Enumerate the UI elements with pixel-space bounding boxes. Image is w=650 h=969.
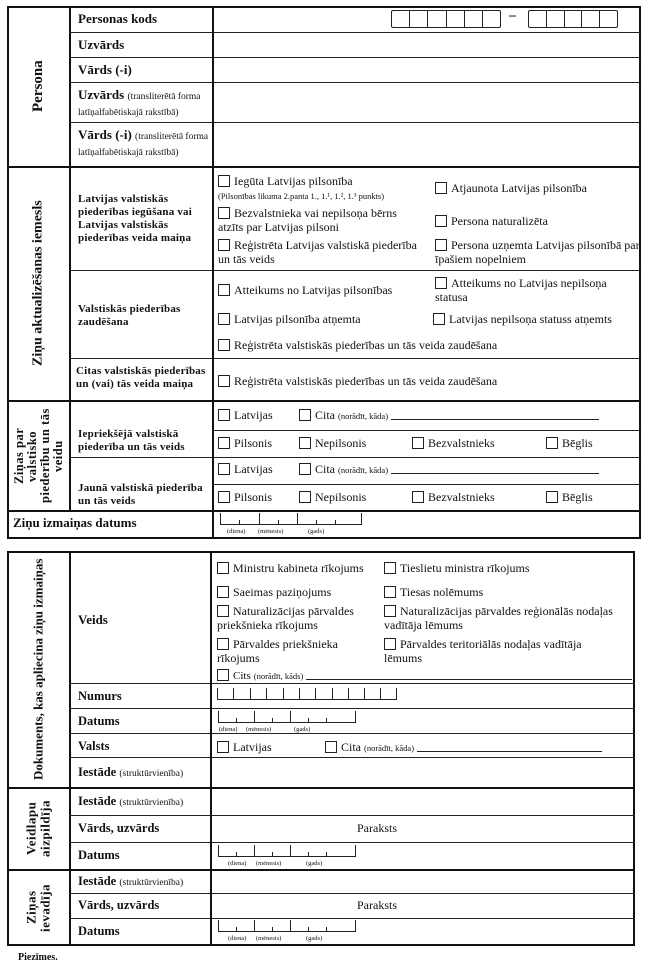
checkbox[interactable] bbox=[217, 741, 229, 753]
section-label-filled-by: Veidlapu aizpildīja bbox=[23, 799, 53, 857]
checkbox[interactable] bbox=[433, 313, 445, 325]
valsts-latvijas[interactable]: Latvijas bbox=[217, 740, 272, 754]
checkbox[interactable] bbox=[435, 182, 447, 194]
datums-label: Datums bbox=[78, 714, 120, 728]
divider bbox=[69, 842, 635, 843]
checkbox[interactable] bbox=[435, 239, 447, 251]
checkbox[interactable] bbox=[217, 638, 229, 650]
personas-kods-part2-input[interactable] bbox=[528, 10, 618, 28]
notes-label: Piezīmes. bbox=[18, 952, 58, 963]
previous-status-beglis[interactable]: Bēglis bbox=[546, 436, 593, 450]
divider bbox=[69, 918, 635, 919]
other-change-label: Citas valstiskās piederības un (vai) tās veida maiņa bbox=[76, 365, 206, 390]
divider bbox=[69, 733, 635, 734]
vards-translit-label bbox=[78, 128, 210, 160]
uzvards-translit-label bbox=[78, 88, 210, 120]
option-saeimas-pazinojums[interactable]: Saeimas paziņojums bbox=[217, 585, 331, 599]
divider bbox=[69, 358, 641, 359]
checkbox[interactable] bbox=[218, 491, 230, 503]
new-citizenship-label: Jaunā valstiskā piederība un tās veids bbox=[78, 482, 203, 507]
checkbox[interactable] bbox=[218, 463, 230, 475]
uzvards-translit-input[interactable] bbox=[214, 83, 639, 121]
checkbox[interactable] bbox=[218, 313, 230, 325]
entered-by-iestade-input[interactable] bbox=[212, 870, 633, 892]
uzvards-translit-title: Uzvārds bbox=[78, 87, 125, 102]
filled-by-signature-field[interactable]: Paraksts bbox=[357, 821, 397, 835]
section-label-citizenship-info: Ziņas par valstisko piederību un tās veidu bbox=[12, 408, 65, 504]
divider bbox=[212, 430, 641, 431]
option-other-registreta-zaudesana[interactable]: Reģistrēta valstiskās piederības un tās veida zaudēšana bbox=[218, 374, 497, 388]
option-parvaldes-prieksnieka-rikojums[interactable]: Pārvaldes priekšnieka rīkojums bbox=[217, 637, 338, 665]
cits-other-input[interactable] bbox=[306, 669, 632, 680]
checkbox[interactable] bbox=[325, 741, 337, 753]
new-country-other-input[interactable] bbox=[391, 463, 599, 474]
checkbox[interactable] bbox=[299, 409, 311, 421]
checkbox[interactable] bbox=[299, 463, 311, 475]
section-divider bbox=[7, 510, 641, 512]
valsts-other-input[interactable] bbox=[417, 741, 602, 752]
option-iegut-pilsoniba[interactable]: Iegūta Latvijas pilsonība (Pilsonības likuma 2.panta 1., 1.¹, 1.², 1.³ punkts) bbox=[218, 174, 385, 201]
option-atteikums-nepilsona[interactable]: Atteikums no Latvijas nepilsoņa statusa bbox=[435, 276, 607, 304]
previous-citizenship-label: Iepriekšējā valstiskā piederība un tās veids bbox=[78, 428, 185, 453]
checkbox[interactable] bbox=[384, 605, 396, 617]
option-atteikums-pilsonibas[interactable]: Atteikums no Latvijas pilsonības bbox=[218, 283, 392, 297]
divider bbox=[69, 893, 635, 894]
new-status-pilsonis[interactable]: Pilsonis bbox=[218, 490, 272, 504]
previous-country-other-input[interactable] bbox=[391, 409, 599, 420]
personas-kods-part1-input[interactable] bbox=[391, 10, 501, 28]
section-divider bbox=[7, 400, 641, 402]
option-registreta-piederiba[interactable]: Reģistrēta Latvijas valstiskā piederība un tās veids bbox=[218, 238, 417, 266]
filled-by-iestade-label: Iestāde (struktūrvienība) bbox=[78, 794, 184, 808]
document-iestade-input[interactable] bbox=[212, 758, 633, 786]
section-label-persona: Persona bbox=[30, 60, 46, 112]
checkbox[interactable] bbox=[384, 638, 396, 650]
personas-kods-label: Personas kods bbox=[78, 11, 158, 26]
checkbox[interactable] bbox=[218, 437, 230, 449]
document-iestade-label: Iestāde (struktūrvienība) bbox=[78, 765, 184, 779]
previous-status-bezvalstnieks[interactable]: Bezvalstnieks bbox=[412, 436, 495, 450]
filled-by-datums-label: Datums bbox=[78, 848, 120, 862]
checkbox[interactable] bbox=[217, 605, 229, 617]
filled-by-iestade-input[interactable] bbox=[212, 788, 633, 814]
entered-by-iestade-label: Iestāde (struktūrvienība) bbox=[78, 874, 184, 888]
divider bbox=[69, 815, 635, 816]
option-persona-naturalizeta[interactable]: Persona naturalizēta bbox=[435, 214, 548, 228]
section-divider bbox=[7, 166, 641, 168]
checkbox[interactable] bbox=[412, 491, 424, 503]
divider bbox=[69, 457, 641, 458]
vards-input[interactable] bbox=[214, 58, 639, 82]
new-status-bezvalstnieks[interactable]: Bezvalstnieks bbox=[412, 490, 495, 504]
loss-label: Valstiskās piederības zaudēšana bbox=[78, 303, 181, 328]
option-parvaldes-teritorialas-lemums[interactable]: Pārvaldes teritoriālās nodaļas vadītāja lēmums bbox=[384, 637, 582, 665]
change-date-label: Ziņu izmaiņas datums bbox=[13, 515, 137, 530]
option-tiesas-nolemums[interactable]: Tiesas nolēmums bbox=[384, 585, 483, 599]
uzvards-label: Uzvārds bbox=[78, 37, 125, 52]
entered-by-date-input[interactable]: (diena) (mēnesis) (gads) bbox=[218, 920, 358, 942]
checkbox[interactable] bbox=[218, 375, 230, 387]
checkbox[interactable] bbox=[384, 586, 396, 598]
vards-translit-input[interactable] bbox=[214, 123, 639, 165]
option-ipasi-nopelni[interactable]: Persona uzņemta Latvijas pilsonībā par īpašiem nopelniem bbox=[435, 238, 640, 266]
checkbox[interactable] bbox=[218, 339, 230, 351]
vards-translit-note: (transliterētā forma latīņalfabētiskajā rakstībā) bbox=[78, 132, 209, 158]
uzvards-translit-note: (transliterētā forma latīņalfabētiskajā rakstībā) bbox=[78, 92, 201, 118]
veids-label: Veids bbox=[78, 612, 108, 627]
new-country-latvijas[interactable]: Latvijas bbox=[218, 462, 273, 476]
option-naturalizacijas-prieksnieka-rikojums[interactable]: Naturalizācijas pārvaldes priekšnieka rīkojums bbox=[217, 604, 354, 632]
divider bbox=[69, 270, 641, 271]
vards-label: Vārds (-i) bbox=[78, 62, 132, 77]
entered-by-signature-field[interactable]: Paraksts bbox=[357, 898, 397, 912]
divider bbox=[69, 708, 635, 709]
checkbox[interactable] bbox=[299, 491, 311, 503]
valsts-label: Valsts bbox=[78, 739, 110, 753]
checkbox[interactable] bbox=[546, 491, 558, 503]
option-registreta-zaudesana[interactable]: Reģistrēta valstiskās piederības un tās veida zaudēšana bbox=[218, 338, 497, 352]
checkbox[interactable] bbox=[218, 409, 230, 421]
checkbox[interactable] bbox=[435, 215, 447, 227]
previous-status-nepilsonis[interactable]: Nepilsonis bbox=[299, 436, 366, 450]
acquisition-label: Latvijas valstiskās piederības iegūšana vai Latvijas valstiskās piederības veida maiņa bbox=[78, 193, 193, 244]
option-ministru-kabineta-rikojums[interactable]: Ministru kabineta rīkojums bbox=[217, 561, 364, 575]
numurs-input[interactable] bbox=[217, 686, 399, 704]
entered-by-vards-label: Vārds, uzvārds bbox=[78, 898, 160, 912]
new-status-nepilsonis[interactable]: Nepilsonis bbox=[299, 490, 366, 504]
checkbox[interactable] bbox=[299, 437, 311, 449]
checkbox[interactable] bbox=[412, 437, 424, 449]
new-status-beglis[interactable]: Bēglis bbox=[546, 490, 593, 504]
checkbox[interactable] bbox=[546, 437, 558, 449]
checkbox[interactable] bbox=[217, 669, 229, 681]
entered-by-datums-label: Datums bbox=[78, 924, 120, 938]
section-label-document: Dokuments, kas apliecina ziņu izmaiņas bbox=[30, 558, 46, 780]
option-note: (Pilsonības likuma 2.panta 1., 1.¹, 1.², 1.³ punkts) bbox=[218, 191, 385, 201]
checkbox[interactable] bbox=[218, 239, 230, 251]
divider bbox=[212, 484, 641, 485]
option-nepilsona-statuss-atnemts[interactable]: Latvijas nepilsoņa statuss atņemts bbox=[433, 312, 612, 326]
checkbox[interactable] bbox=[218, 175, 230, 187]
checkbox[interactable] bbox=[384, 562, 396, 574]
option-naturalizacijas-regionalas-lemums[interactable]: Naturalizācijas pārvaldes reģionālās nodaļas vadītāja lēmums bbox=[384, 604, 613, 632]
option-bezvalstnieka-berns[interactable]: Bezvalstnieka vai nepilsoņa bērns atzīts par Latvijas pilsoni bbox=[218, 206, 397, 234]
document-date-input[interactable]: (diena) (mēnesis) (gads) bbox=[218, 711, 358, 733]
checkbox[interactable] bbox=[435, 277, 447, 289]
numurs-label: Numurs bbox=[78, 689, 122, 703]
previous-country-cita[interactable]: Cita (norādīt, kāda) bbox=[299, 408, 599, 423]
previous-country-latvijas[interactable]: Latvijas bbox=[218, 408, 273, 422]
checkbox[interactable] bbox=[218, 207, 230, 219]
vards-translit-title: Vārds (-i) bbox=[78, 127, 132, 142]
checkbox[interactable] bbox=[217, 586, 229, 598]
option-pilsoniba-atnemta[interactable]: Latvijas pilsonība atņemta bbox=[218, 312, 361, 326]
section-label-reason: Ziņu aktualizēšanas iemesls bbox=[30, 200, 46, 366]
checkbox[interactable] bbox=[218, 284, 230, 296]
change-date-input[interactable]: (diena) (mēnesis) (gads) bbox=[220, 513, 365, 535]
divider bbox=[69, 683, 635, 684]
new-country-cita[interactable]: Cita (norādīt, kāda) bbox=[299, 462, 599, 477]
filled-by-date-input[interactable]: (diena) (mēnesis) (gads) bbox=[218, 845, 358, 867]
option-tieslietu-ministra-rikojums[interactable]: Tieslietu ministra rīkojums bbox=[384, 561, 530, 575]
checkbox[interactable] bbox=[217, 562, 229, 574]
section-label-entered-by: Ziņas ievadīja bbox=[23, 883, 53, 932]
option-cits[interactable]: Cits (norādīt, kāds) bbox=[217, 668, 632, 683]
option-atjaunota-pilsoniba[interactable]: Atjaunota Latvijas pilsonība bbox=[435, 181, 587, 195]
filled-by-vards-label: Vārds, uzvārds bbox=[78, 821, 160, 835]
uzvards-input[interactable] bbox=[214, 33, 639, 57]
valsts-cita[interactable]: Cita (norādīt, kāda) bbox=[325, 740, 602, 755]
personas-kods-separator: – bbox=[509, 8, 516, 23]
previous-status-pilsonis[interactable]: Pilsonis bbox=[218, 436, 272, 450]
